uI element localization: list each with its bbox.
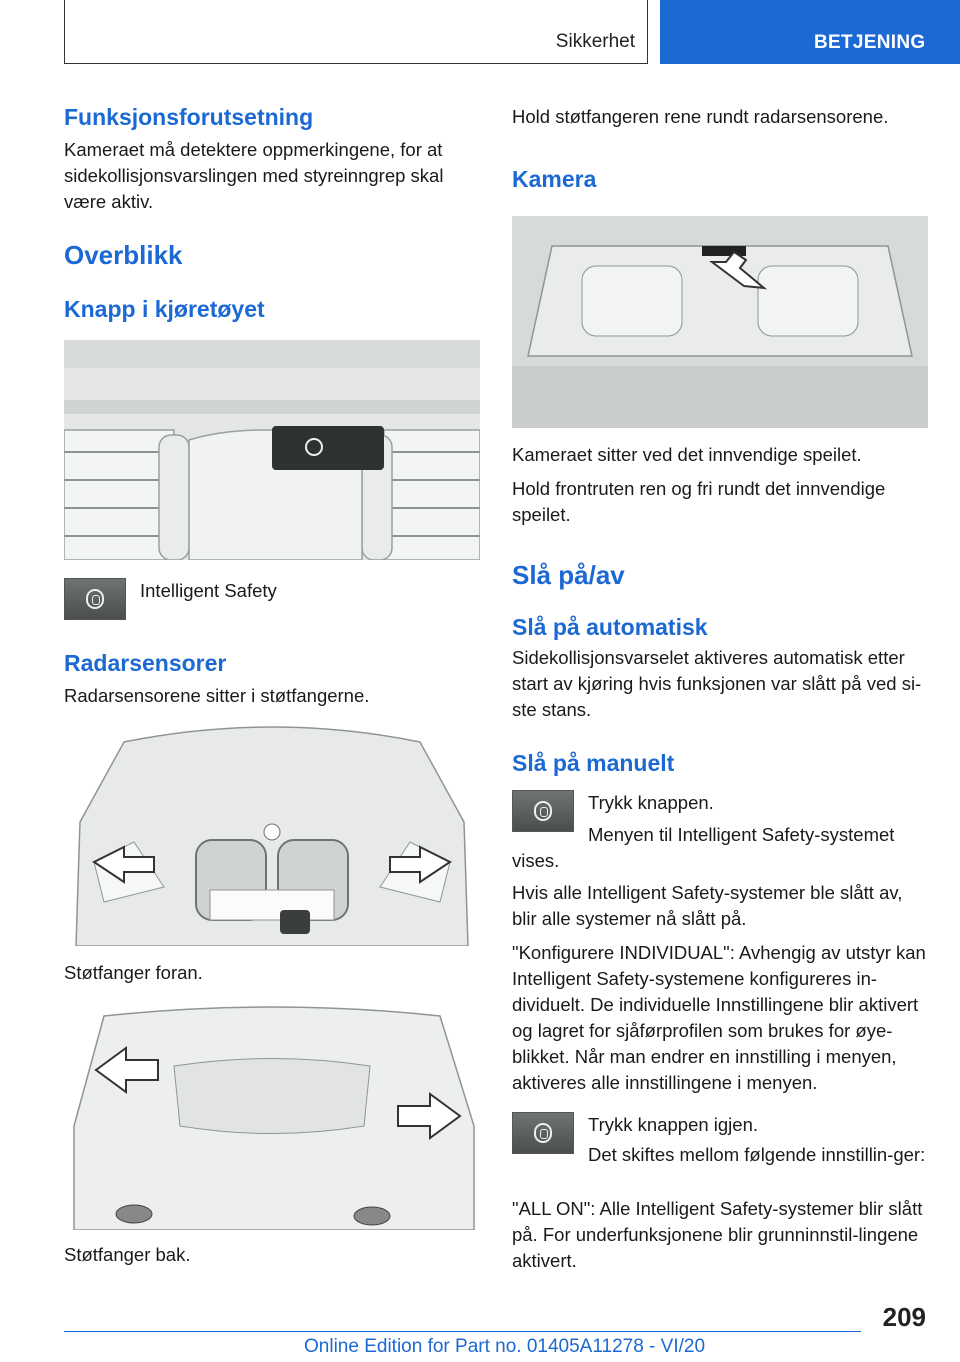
heading-radarsensorer: Radarsensorer: [64, 650, 227, 676]
caption-rear-bumper: Støtfanger bak.: [64, 1244, 191, 1265]
footer-divider: [64, 1331, 861, 1332]
step2-text: Trykk knappen igjen.: [588, 1114, 759, 1135]
header-chapter-label: BETJENING: [814, 32, 926, 53]
paragraph-konfigurere-individual: "Konfigurere INDIVIDUAL": Avhengig av utstyr kan Intelligent Safety-systemene konfigureres in-dividuelt. De individuelle Innstillingene blir aktivert og lagret for sjåførprofilen som brukes for øye-blikket. Når man endrer en innstilling i menyen, aktiveres alle innstillingene i menyen.: [512, 942, 926, 1093]
camera-drawing: [512, 216, 928, 428]
front-bumper-drawing: [64, 722, 480, 946]
paragraph-hold-bumper: Hold støtfangeren rene rundt radarsensorene.: [512, 106, 889, 127]
paragraph-funksjonsforutsetning: Kameraet må detektere oppmerkingene, for at sidekollisjonsvarslingen med styreinngrep skal være aktiv.: [64, 139, 444, 212]
heading-overblikk: Overblikk: [64, 240, 183, 270]
front-bumper-illustration: [64, 722, 480, 946]
heading-slaa-automatisk: Slå på automatisk: [512, 614, 708, 640]
header-chapter-tab: [660, 0, 960, 64]
paragraph-alle-systemer: Hvis alle Intelligent Safety-systemer ble slått av, blir alle systemer nå slått på.: [512, 882, 903, 929]
header-section-box: [64, 0, 648, 64]
intelligent-safety-icon: [534, 1123, 552, 1143]
paragraph-radarsensorer: Radarsensorene sitter i støtfangerne.: [64, 685, 370, 706]
heading-slaa-manuelt: Slå på manuelt: [512, 750, 675, 776]
step1-result: Menyen til Intelligent Safety-systemet vises.: [512, 824, 895, 871]
footer-edition: Online Edition for Part no. 01405A11278 - VI/20: [304, 1336, 706, 1357]
rear-bumper-illustration: [64, 1006, 480, 1230]
heading-slaa-paa-av: Slå på/av: [512, 560, 625, 590]
heading-kamera: Kamera: [512, 166, 597, 192]
paragraph-kamera-2: Hold frontruten ren og fri rundt det innvendige speilet.: [512, 478, 886, 525]
camera-interior-illustration: [512, 216, 928, 428]
paragraph-kamera-1: Kameraet sitter ved det innvendige speilet.: [512, 444, 862, 465]
heading-funksjonsforutsetning: Funksjonsforutsetning: [64, 104, 314, 130]
button-label: Intelligent Safety: [140, 580, 277, 601]
dashboard-button-illustration: [64, 340, 480, 560]
page-number: 209: [882, 1302, 926, 1332]
step1-text: Trykk knappen.: [588, 792, 714, 813]
step2-result: Det skiftes mellom følgende innstillin-ger:: [588, 1144, 926, 1165]
header-section-title: Sikkerhet: [555, 31, 635, 52]
caption-front-bumper: Støtfanger foran.: [64, 962, 203, 983]
dashboard-drawing: [64, 340, 480, 560]
heading-knapp: Knapp i kjøretøyet: [64, 296, 265, 322]
intelligent-safety-icon: [534, 801, 552, 821]
paragraph-all-on: "ALL ON": Alle Intelligent Safety-systemer blir slått på. For underfunksjonene blir grunninnstil-lingene aktivert.: [512, 1198, 923, 1271]
rear-bumper-drawing: [64, 1006, 480, 1230]
paragraph-slaa-automatisk: Sidekollisjonsvarselet aktiveres automatisk etter start av kjøring hvis funksjonen var slått på ved si-ste stans.: [512, 647, 922, 720]
intelligent-safety-button-image: [64, 578, 126, 620]
intelligent-safety-icon: [86, 589, 104, 609]
